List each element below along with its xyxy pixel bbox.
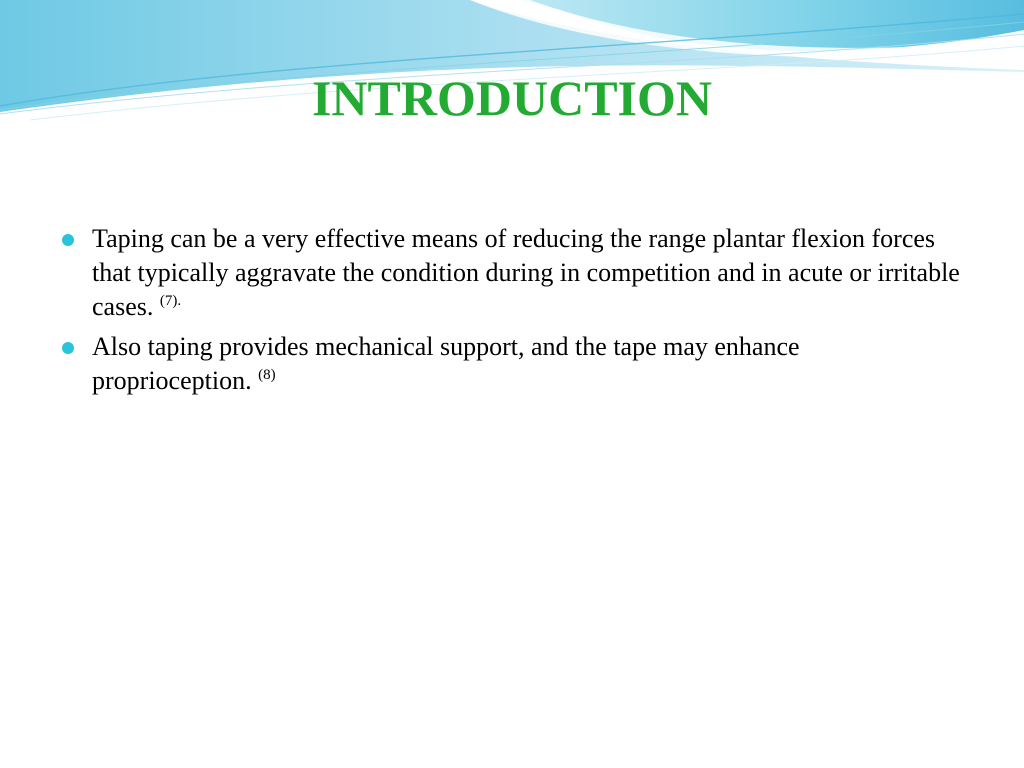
list-item [60,222,960,324]
bullet-text: Taping can be a very effective means of reducing the range plantar flexion forces that typically aggravate the condition during in competition and in acute or irritable cases. [92,224,960,321]
bullet-list [60,222,960,404]
list-item [60,330,960,398]
bullet-dot-icon [62,342,74,354]
bullet-text: Also taping provides mechanical support, and the tape may enhance proprioception. [92,332,800,395]
slide-title: INTRODUCTION [311,70,713,126]
reference-marker: (7). [159,293,182,309]
bullet-dot-icon [62,234,74,246]
reference-marker: (8) [258,367,276,383]
